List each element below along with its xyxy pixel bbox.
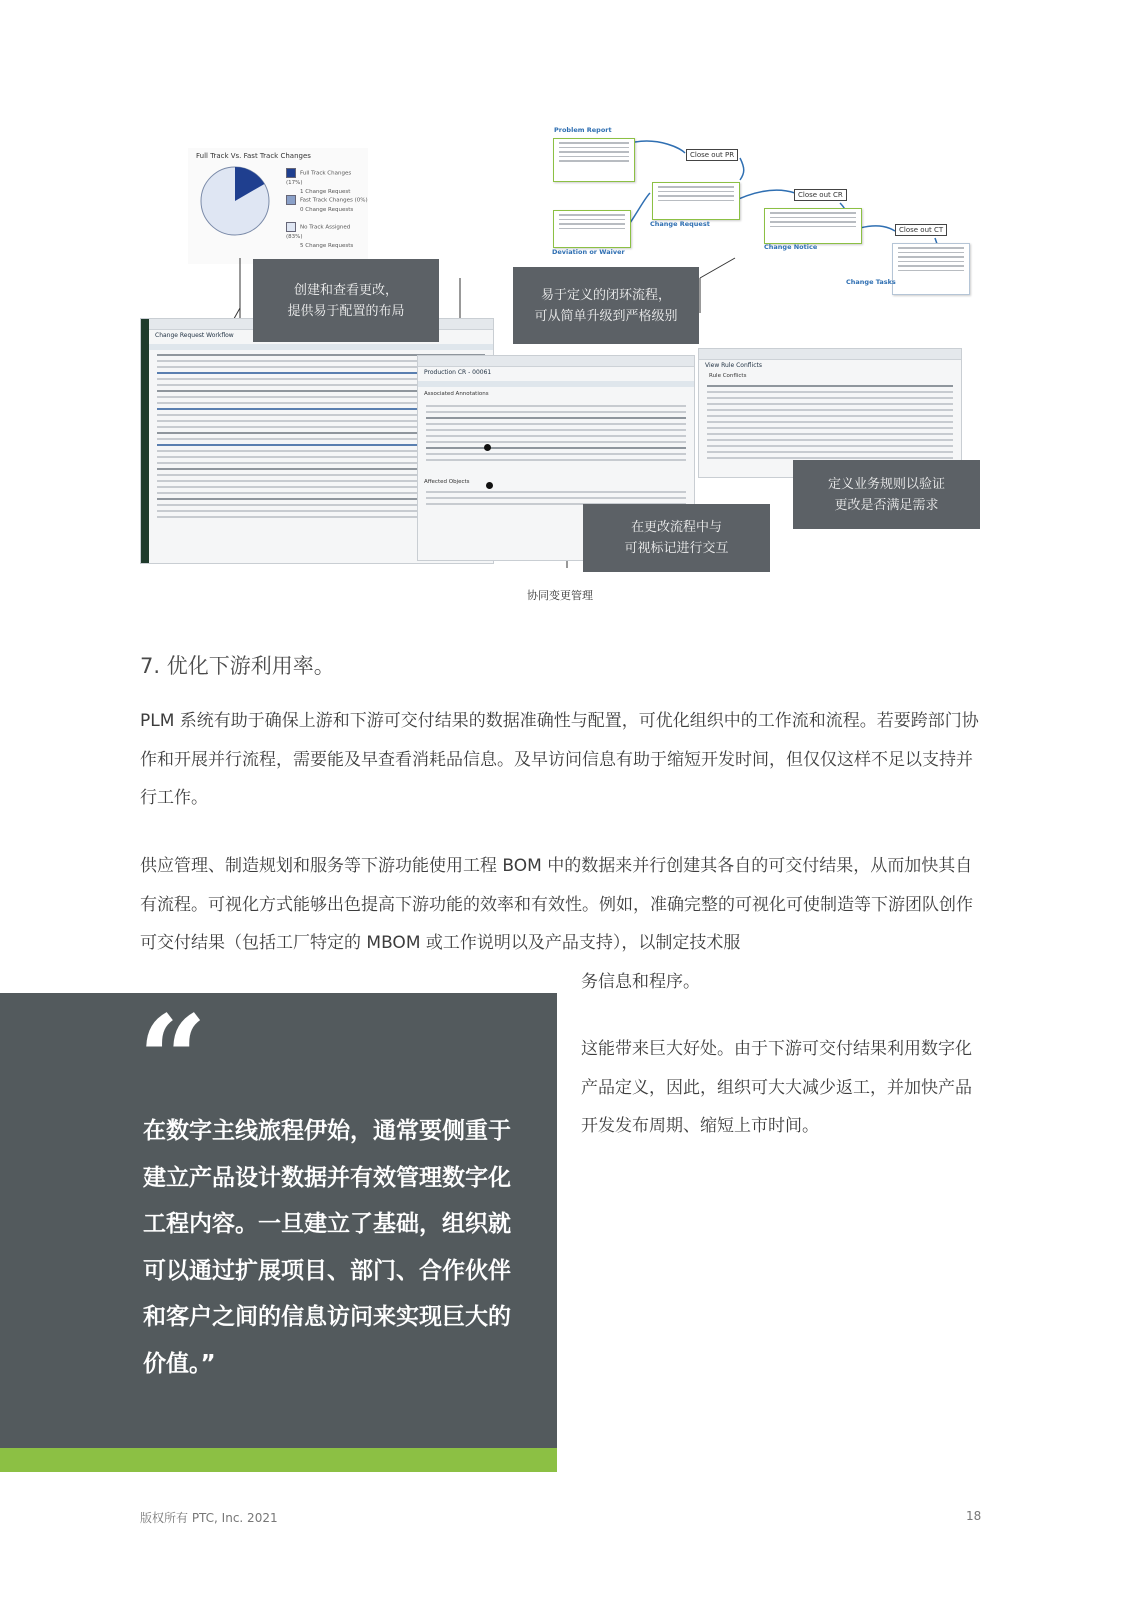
collaborative-change-figure [140, 128, 990, 588]
problem-report-doc [553, 138, 635, 182]
figure-caption: 协同变更管理 [527, 589, 593, 602]
callout-visual-markup: 在更改流程中与 可视标记进行交互 [583, 504, 770, 572]
marker-dot [484, 444, 491, 451]
flow-label-change-notice: Change Notice [764, 243, 818, 251]
paragraph-1: PLM 系统有助于确保上游和下游可交付结果的数据准确性与配置，可优化组织中的工作流和流程。若要跨部门协作和开展并行流程，需要能及早查看消耗品信息。及早访问信息有助于缩短开发时间，但仅仅这样不足以支持并行工作。 [140, 711, 979, 808]
flow-label-change-tasks: Change Tasks [846, 278, 896, 286]
close-pr-box: Close out PR [686, 149, 738, 161]
callout-closed-loop: 易于定义的闭环流程， 可从简单升级到严格级别 [513, 267, 699, 344]
close-ct-box: Close out CT [895, 224, 947, 236]
change-notice-doc [764, 208, 862, 244]
flow-label-deviation: Deviation or Waiver [552, 248, 625, 256]
legend-item: No Track Assigned (83%) 5 Change Requests [286, 222, 368, 251]
paragraph-2-continued: 务信息和程序。 [581, 972, 700, 992]
affected-objects-section: Affected Objects [424, 479, 470, 485]
callout-layout: 创建和查看更改， 提供易于配置的布局 [253, 259, 439, 342]
pie-chart-title: Full Track Vs. Fast Track Changes [196, 152, 311, 160]
deviation-doc [553, 210, 631, 248]
left-screen-title: Change Request Workflow [155, 332, 234, 339]
legend-item: Fast Track Changes (0%) 0 Change Requests [286, 195, 368, 215]
rule-conflicts-section: Rule Conflicts [709, 373, 747, 379]
pull-quote-accent-bar [0, 1448, 557, 1472]
pull-quote-text: 在数字主线旅程伊始，通常要侧重于建立产品设计数据并有效管理数字化工程内容。一旦建立了基础，组织就可以通过扩展项目、部门、合作伙伴和客户之间的信息访问来实现巨大的价值。” [143, 1118, 511, 1377]
change-request-doc [652, 182, 740, 220]
paragraph-3: 这能带来巨大好处。由于下游可交付结果利用数字化产品定义，因此，组织可大大减少返工，并加快产品开发发布周期、缩短上市时间。 [581, 1039, 972, 1136]
section-heading: 7. 优化下游利用率。 [140, 654, 335, 678]
middle-screen-title: Production CR - 00061 [424, 369, 492, 376]
legend-item: Full Track Changes (17%) 1 Change Request [286, 168, 368, 197]
screenshot-sidebar [141, 319, 149, 563]
footer-copyright: 版权所有 PTC, Inc. 2021 [140, 1511, 278, 1525]
right-screen-title: View Rule Conflicts [705, 362, 762, 369]
flow-label-change-request: Change Request [650, 220, 710, 228]
flow-label-problem-report: Problem Report [554, 126, 612, 134]
close-cr-box: Close out CR [794, 189, 847, 201]
marker-dot [486, 482, 493, 489]
change-tasks-doc [892, 243, 970, 295]
annotations-section: Associated Annotations [424, 391, 489, 397]
quote-mark-icon: “ [138, 989, 208, 1130]
rule-conflicts-screenshot [698, 348, 962, 478]
paragraph-2: 供应管理、制造规划和服务等下游功能使用工程 BOM 中的数据来并行创建其各自的可交付结果，从而加快其自有流程。可视化方式能够出色提高下游功能的效率和有效性。例如，准确完整的可视化可使制造等下游团队创作可交付结果（包括工厂特定的 MBOM 或工作说明以及产品支持），以制定技术服 [140, 856, 973, 953]
page-number: 18 [966, 1509, 982, 1523]
callout-business-rules: 定义业务规则以验证 更改是否满足需求 [793, 460, 980, 529]
